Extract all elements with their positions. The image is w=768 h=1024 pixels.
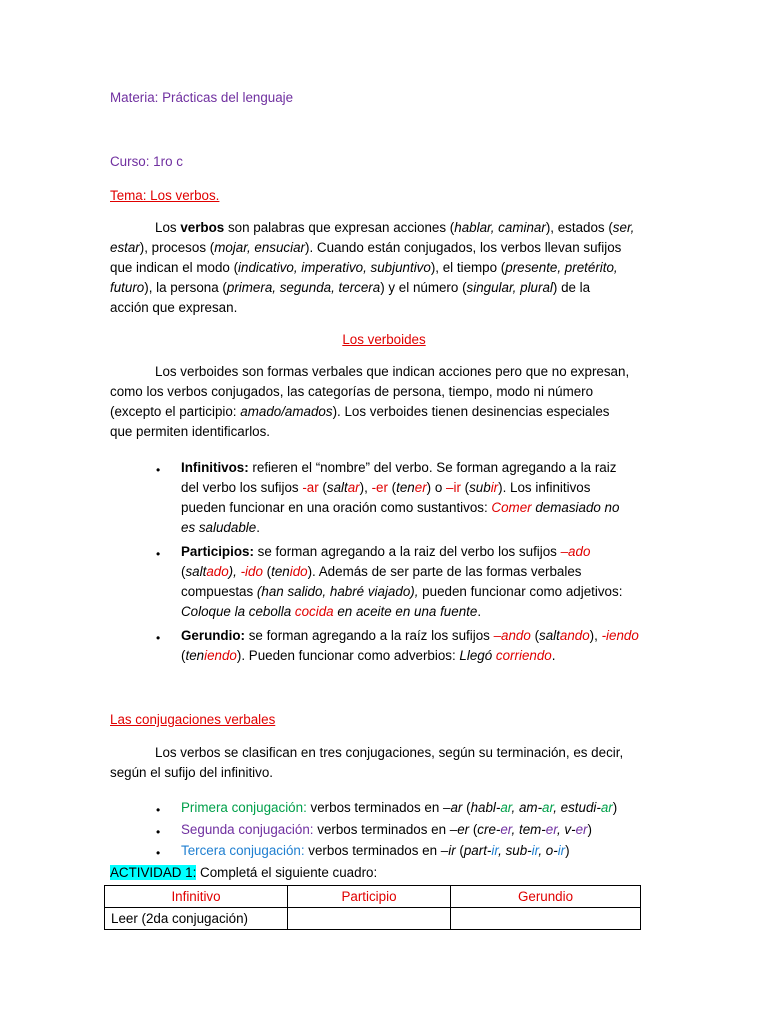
table-cell-gerundio[interactable] xyxy=(451,908,641,930)
primera-conjugacion: Primera conjugación: verbos terminados en –ar (habl-ar, am-ar, estudi-ar) xyxy=(181,800,618,815)
participios-line-3: compuestas (han salido, habré viajado), pueden funcionar como adjetivos: xyxy=(181,584,623,599)
actividad-label: ACTIVIDAD 1: xyxy=(110,865,197,880)
intro-line-3: que indican el modo (indicativo, imperativo, subjuntivo), el tiempo (presente, pretérito, xyxy=(110,260,618,275)
participios-line-4: Coloque la cebolla cocida en aceite en una fuente. xyxy=(181,604,482,619)
actividad-table xyxy=(104,885,641,930)
segunda-conjugacion: Segunda conjugación: verbos terminados en –er (cre-er, tem-er, v-er) xyxy=(181,822,592,837)
intro-line-4: futuro), la persona (primera, segunda, tercera) y el número (singular, plural) de la xyxy=(110,280,591,295)
bullet-dot: • xyxy=(156,825,161,839)
intro-line-1: Los verbos son palabras que expresan acciones (hablar, caminar), estados (ser, xyxy=(155,220,635,235)
verboides-title: Los verboides xyxy=(342,332,426,347)
table-header-gerundio: Gerundio xyxy=(451,886,641,908)
conjugaciones-line-1: Los verbos se clasifican en tres conjugaciones, según su terminación, es decir, xyxy=(155,745,624,760)
conjugaciones-line-2: según el sufijo del infinitivo. xyxy=(110,765,274,780)
verboides-line-2: como los verbos conjugados, las categorías de persona, tiempo, modo ni número xyxy=(110,384,594,399)
participios-line-1: Participios: se forman agregando a la raiz del verbo los sufijos –ado xyxy=(181,544,591,559)
curso-label: Curso: 1ro c xyxy=(110,154,183,169)
verboides-line-3: (excepto el participio: amado/amados). Los verboides tienen desinencias especiales xyxy=(110,404,610,419)
infinitivos-line-3: pueden funcionar en una oración como sustantivos: Comer demasiado no xyxy=(181,500,620,515)
infinitivos-line-1: Infinitivos: refieren el “nombre” del verbo. Se forman agregando a la raiz xyxy=(181,460,617,475)
table-row xyxy=(105,908,641,930)
tercera-conjugacion: Tercera conjugación: verbos terminados en –ir (part-ir, sub-ir, o-ir) xyxy=(181,843,570,858)
conjugaciones-title: Las conjugaciones verbales xyxy=(110,712,276,727)
infinitivos-line-2: del verbo los sufijos -ar (saltar), -er (tener) o –ir (subir). Los infinitivos xyxy=(181,480,591,495)
infinitivos-line-4: es saludable. xyxy=(181,520,260,535)
table-header-row xyxy=(105,886,641,908)
participios-line-2: (saltado), -ido (tenido). Además de ser parte de las formas verbales xyxy=(181,564,582,579)
bullet-dot: • xyxy=(156,631,161,645)
table-cell-infinitivo: Leer (2da conjugación) xyxy=(105,908,288,930)
gerundio-line-2: (teniendo). Pueden funcionar como adverbios: Llegó corriendo. xyxy=(181,648,556,663)
gerundio-line-1: Gerundio: se forman agregando a la raíz los sufijos –ando (saltando), -iendo xyxy=(181,628,639,643)
actividad-heading: ACTIVIDAD 1: Completá el siguiente cuadro: xyxy=(110,865,378,880)
materia-label: Materia: Prácticas del lenguaje xyxy=(110,90,294,105)
bullet-dot: • xyxy=(156,803,161,817)
table-header-infinitivo: Infinitivo xyxy=(105,886,288,908)
intro-line-5: acción que expresan. xyxy=(110,300,238,315)
intro-line-2: estar), procesos (mojar, ensuciar). Cuando están conjugados, los verbos llevan sufijos xyxy=(110,240,622,255)
bullet-dot: • xyxy=(156,463,161,477)
table-header-participio: Participio xyxy=(288,886,451,908)
verboides-line-1: Los verboides son formas verbales que indican acciones pero que no expresan, xyxy=(155,364,630,379)
bullet-dot: • xyxy=(156,547,161,561)
table-cell-participio[interactable] xyxy=(288,908,451,930)
verboides-line-4: que permiten identificarlos. xyxy=(110,424,271,439)
bullet-dot: • xyxy=(156,846,161,860)
tema-label: Tema: Los verbos. xyxy=(110,188,220,203)
